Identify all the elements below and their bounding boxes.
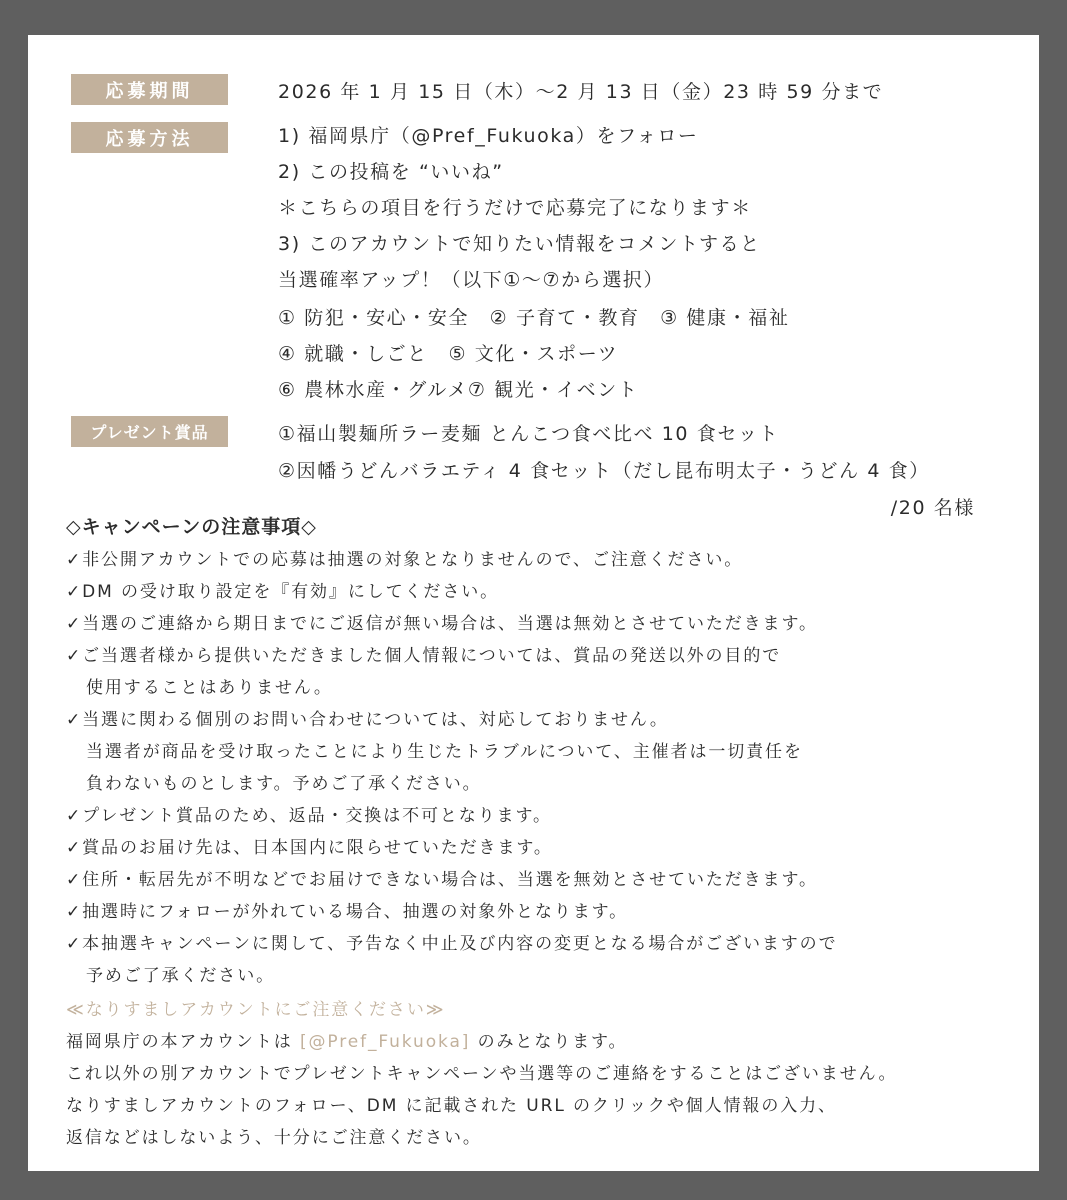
warning-title: ≪なりすましアカウントにご注意ください≫ xyxy=(66,1000,446,1020)
check-icon: ✓ xyxy=(66,806,83,826)
warning-line-4: 返信などはしないよう、十分にご注意ください。 xyxy=(66,1128,482,1148)
winners-count: /20 名様 xyxy=(890,497,975,519)
check-icon: ✓ xyxy=(66,838,83,858)
note-item xyxy=(66,609,818,634)
warning-line-2: これ以外の別アカウントでプレゼントキャンペーンや当選等のご連絡をすることはございません。 xyxy=(66,1064,898,1084)
warning-line-3: なりすましアカウントのフォロー、DM に記載された URL のクリックや個人情報の入力、 xyxy=(66,1096,837,1116)
note-text: ご当選者様から提供いただきました個人情報については、賞品の発送以外の目的で xyxy=(82,646,782,666)
note-item xyxy=(66,833,553,858)
notes-title: ◇キャンペーンの注意事項◇ xyxy=(66,516,317,538)
check-icon: ✓ xyxy=(66,614,83,634)
note-text: プレゼント賞品のため、返品・交換は不可となります。 xyxy=(82,806,552,826)
note-text: 住所・転居先が不明などでお届けできない場合は、当選を無効とさせていただきます。 xyxy=(82,870,818,890)
method-line-6: ① 防犯・安心・安全 ② 子育て・教育 ③ 健康・福祉 xyxy=(278,307,790,329)
check-icon: ✓ xyxy=(66,934,83,954)
note-text: 抽選時にフォローが外れている場合、抽選の対象外となります。 xyxy=(82,902,629,922)
note-item xyxy=(66,705,669,730)
period-text: 2026 年 1 月 15 日（木）〜2 月 13 日（金）23 時 59 分まで xyxy=(278,81,884,103)
method-line-7: ④ 就職・しごと ⑤ 文化・スポーツ xyxy=(278,343,619,365)
official-account-link[interactable]: [@Pref_Fukuoka] xyxy=(299,1032,471,1052)
check-icon: ✓ xyxy=(66,582,83,602)
method-line-3: ＊こちらの項目を行うだけで応募完了になります＊ xyxy=(278,197,752,219)
note-continuation: 負わないものとします。予めご了承ください。 xyxy=(86,774,482,794)
label-period: 応募期間 xyxy=(71,74,228,105)
method-line-8: ⑥ 農林水産・グルメ⑦ 観光・イベント xyxy=(278,379,639,401)
note-continuation: 使用することはありません。 xyxy=(86,678,333,698)
check-icon: ✓ xyxy=(66,646,83,666)
label-method: 応募方法 xyxy=(71,122,228,153)
note-text: 当選に関わる個別のお問い合わせについては、対応しておりません。 xyxy=(82,710,669,730)
note-item xyxy=(66,897,628,922)
check-icon: ✓ xyxy=(66,870,83,890)
check-icon: ✓ xyxy=(66,710,83,730)
note-text: 非公開アカウントでの応募は抽選の対象となりませんので、ご注意ください。 xyxy=(82,550,744,570)
note-item xyxy=(66,865,818,890)
prize-line-2: ②因幡うどんバラエティ 4 食セット（だし昆布明太子・うどん 4 食） xyxy=(278,460,930,482)
note-text: DM の受け取り設定を『有効』にしてください。 xyxy=(82,582,500,602)
note-text: 賞品のお届け先は、日本国内に限らせていただきます。 xyxy=(82,838,553,858)
warning-line-1 xyxy=(66,1027,627,1052)
note-item xyxy=(66,577,499,602)
note-item xyxy=(66,801,552,826)
method-line-4: 3) このアカウントで知りたい情報をコメントすると xyxy=(278,233,761,255)
prize-line-1: ①福山製麺所ラー麦麺 とんこつ食べ比べ 10 食セット xyxy=(278,423,780,445)
note-item xyxy=(66,929,837,954)
label-prize: プレゼント賞品 xyxy=(71,416,228,447)
note-text: 当選のご連絡から期日までにご返信が無い場合は、当選は無効とさせていただきます。 xyxy=(82,614,818,634)
warning-text: 福岡県庁の本アカウントは xyxy=(66,1032,300,1052)
method-line-2: 2) この投稿を “いいね” xyxy=(278,161,504,183)
method-line-5: 当選確率アップ！（以下①〜⑦から選択） xyxy=(278,269,665,291)
method-line-1: 1) 福岡県庁（@Pref_Fukuoka）をフォロー xyxy=(278,125,699,147)
check-icon: ✓ xyxy=(66,550,83,570)
warning-text: のみとなります。 xyxy=(470,1032,628,1052)
note-text: 本抽選キャンペーンに関して、予告なく中止及び内容の変更となる場合がございますので xyxy=(82,934,838,954)
note-item xyxy=(66,545,743,570)
campaign-card xyxy=(28,35,1039,1171)
check-icon: ✓ xyxy=(66,902,83,922)
note-continuation: 予めご了承ください。 xyxy=(86,966,275,986)
note-item xyxy=(66,641,781,666)
note-continuation: 当選者が商品を受け取ったことにより生じたトラブルについて、主催者は一切責任を xyxy=(86,742,803,762)
